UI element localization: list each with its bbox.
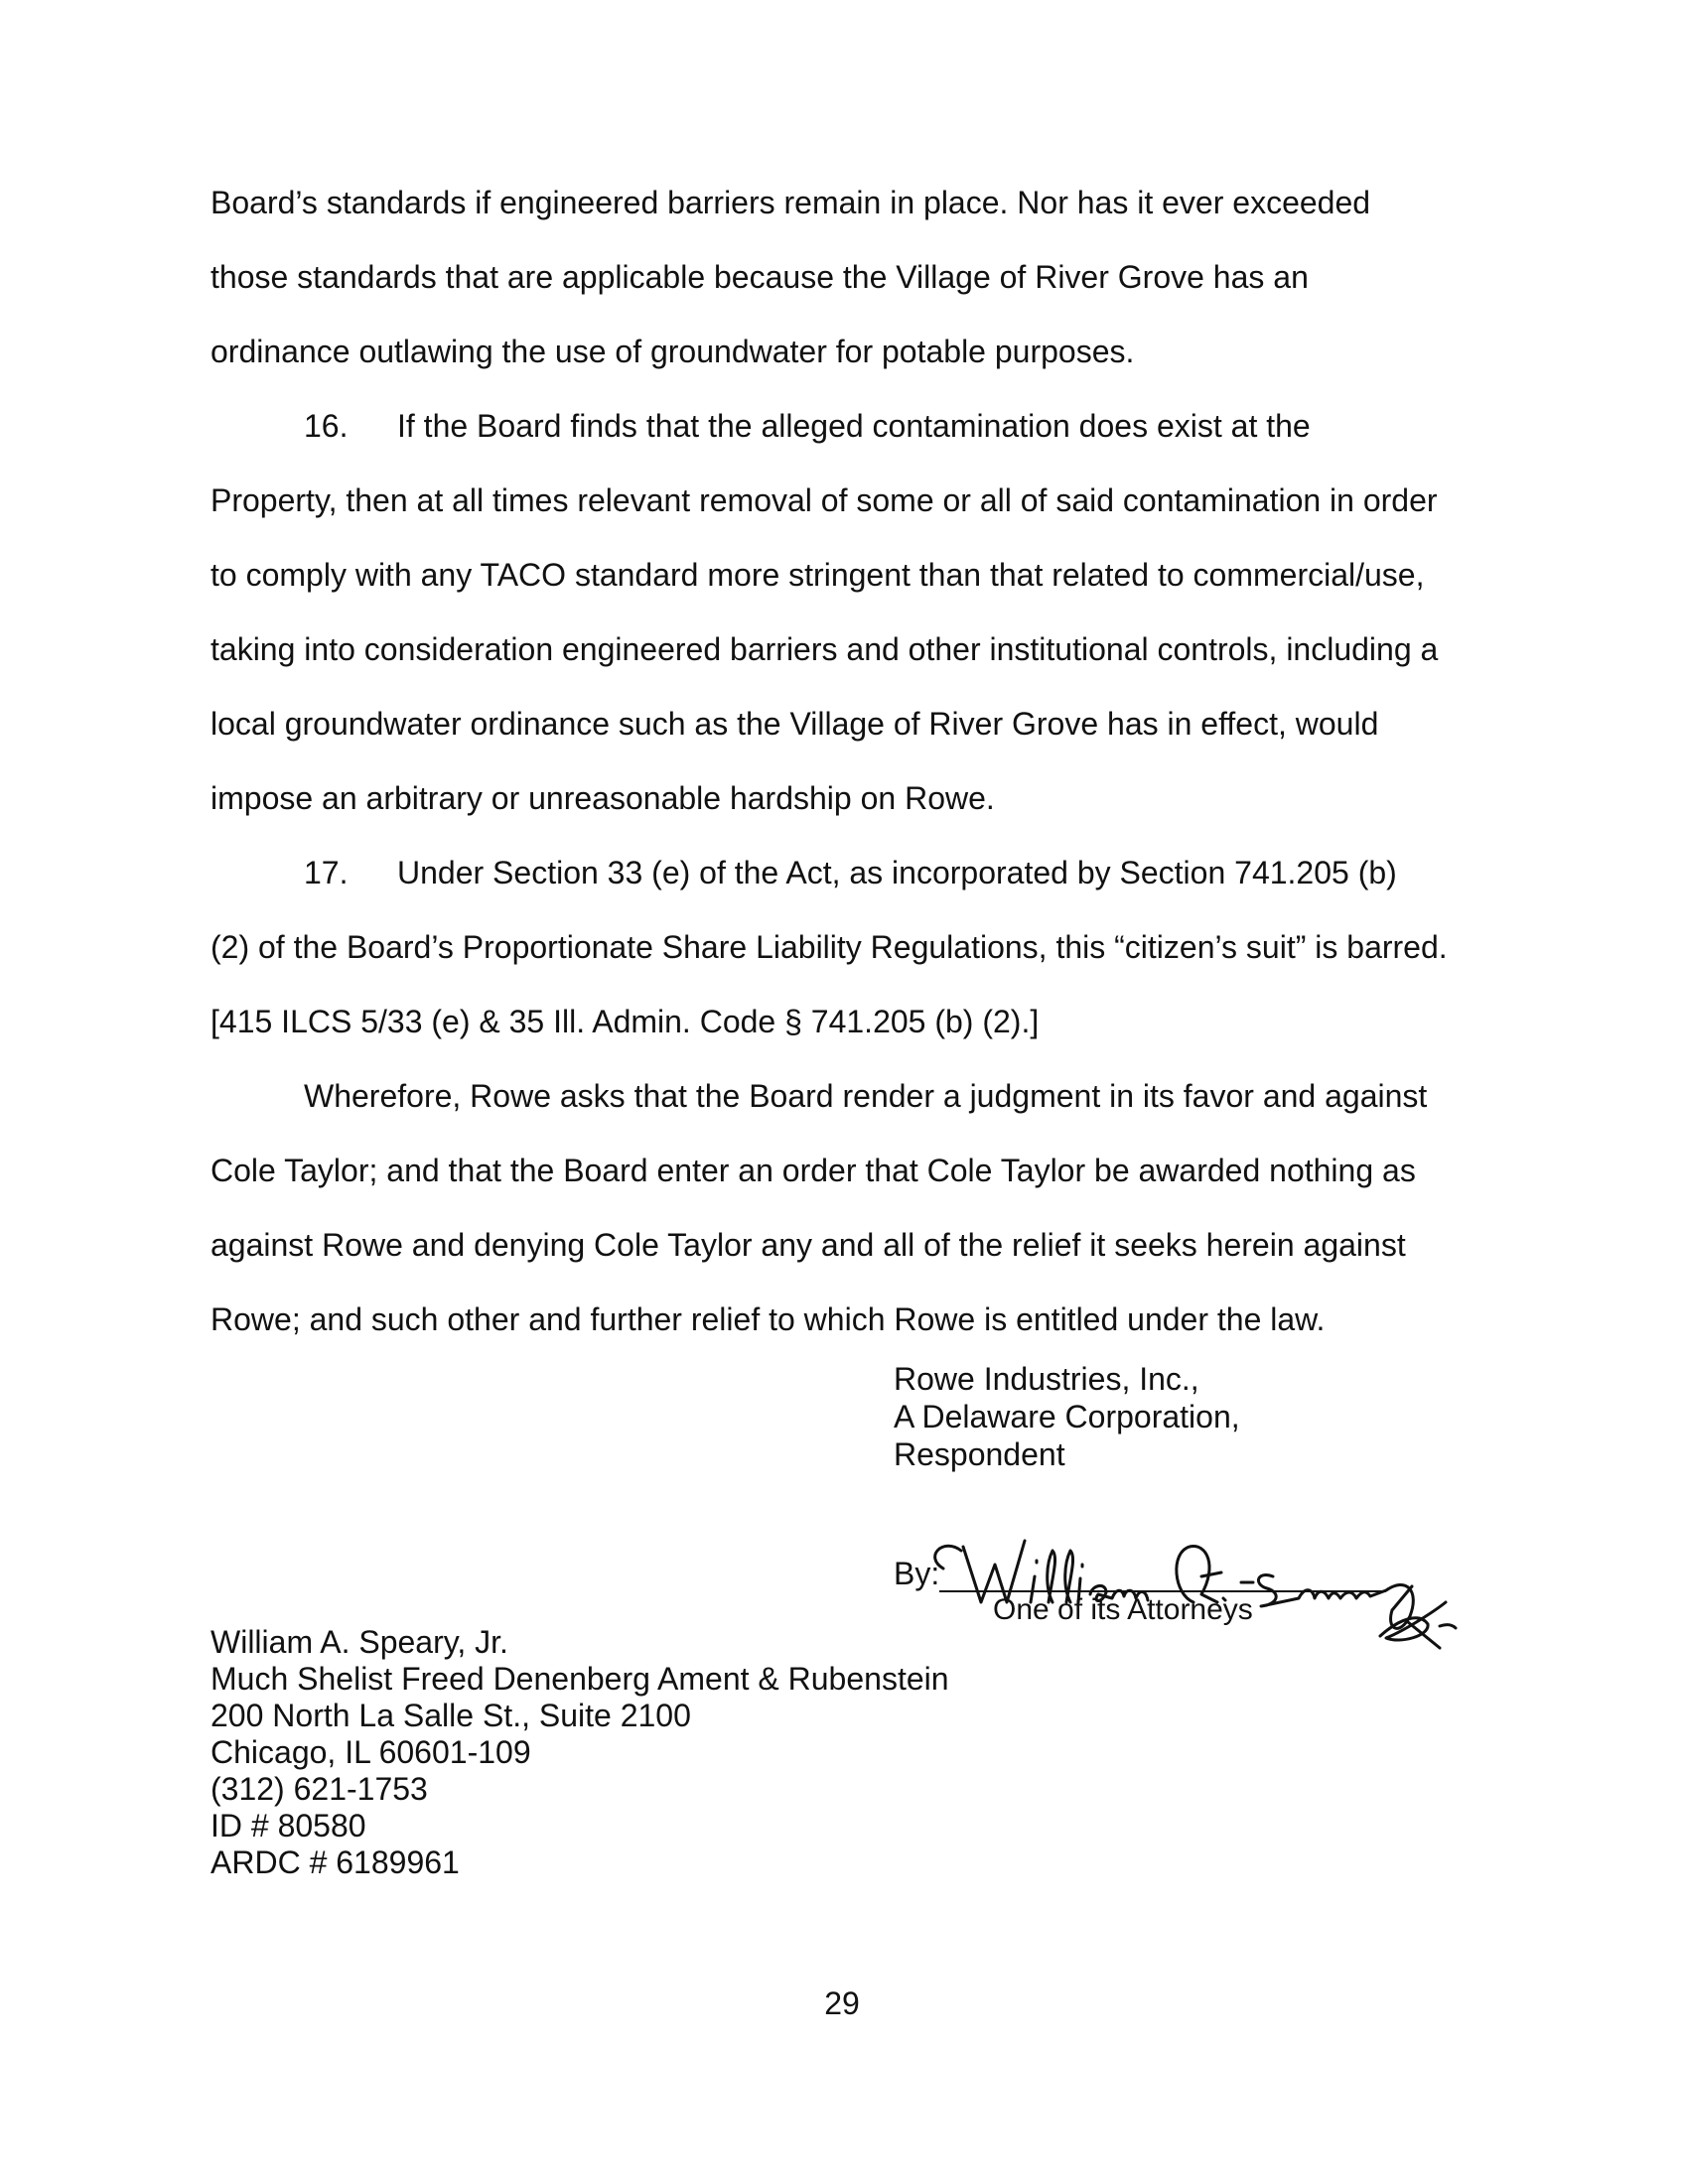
paragraph-16-first-line: [304, 406, 1311, 446]
paragraph-line: local groundwater ordinance such as the Village of River Grove has in effect, would: [210, 706, 1379, 742]
ardc-number: ARDC # 6189961: [210, 1844, 460, 1880]
attorney-id: ID # 80580: [210, 1808, 366, 1843]
wherefore-first-line: Wherefore, Rowe asks that the Board render a judgment in its favor and against: [304, 1078, 1428, 1114]
paragraph-number: 16.: [304, 408, 349, 444]
paragraph-17-first-line: [304, 853, 1397, 892]
party-name: Rowe Industries, Inc.,: [894, 1361, 1199, 1397]
paragraph-line: Cole Taylor; and that the Board enter an order that Cole Taylor be awarded nothing as: [210, 1153, 1416, 1188]
signature-caption: One of its Attorneys: [993, 1593, 1253, 1626]
page-number: 29: [824, 1985, 860, 2021]
law-firm: Much Shelist Freed Denenberg Ament & Rubenstein: [210, 1661, 949, 1697]
party-role: Respondent: [894, 1436, 1065, 1472]
attorney-name: William A. Speary, Jr.: [210, 1624, 508, 1660]
paragraph-line: ordinance outlawing the use of groundwater for potable purposes.: [210, 334, 1135, 369]
street-address: 200 North La Salle St., Suite 2100: [210, 1698, 691, 1733]
city-state-zip: Chicago, IL 60601-109: [210, 1734, 531, 1770]
party-description: A Delaware Corporation,: [894, 1399, 1240, 1434]
attorney-contact-block: [210, 1624, 949, 1881]
phone-number: (312) 621-1753: [210, 1771, 428, 1807]
paragraph-text: Under Section 33 (e) of the Act, as incorporated by Section 741.205 (b): [397, 855, 1397, 890]
handwritten-signature: [904, 1507, 1460, 1656]
paragraph-line: to comply with any TACO standard more stringent than that related to commercial/use,: [210, 557, 1425, 593]
paragraph-line: those standards that are applicable because the Village of River Grove has an: [210, 259, 1309, 295]
paragraph-number: 17.: [304, 855, 349, 890]
paragraph-text: If the Board finds that the alleged contamination does exist at the: [397, 408, 1311, 444]
paragraph-line: (2) of the Board’s Proportionate Share Liability Regulations, this “citizen’s suit” is barred.: [210, 929, 1448, 965]
party-block: [894, 1360, 1240, 1473]
paragraph-line: [415 ILCS 5/33 (e) & 35 Ill. Admin. Code § 741.205 (b) (2).]: [210, 1004, 1040, 1039]
paragraph-line: Property, then at all times relevant removal of some or all of said contamination in order: [210, 482, 1438, 518]
paragraph-line: impose an arbitrary or unreasonable hardship on Rowe.: [210, 780, 995, 816]
by-label: By:: [894, 1556, 940, 1591]
paragraph-line: Rowe; and such other and further relief to which Rowe is entitled under the law.: [210, 1301, 1326, 1337]
paragraph-line: Board’s standards if engineered barriers remain in place. Nor has it ever exceeded: [210, 185, 1371, 220]
signature-line: [894, 1517, 1450, 1646]
paragraph-line: taking into consideration engineered barriers and other institutional controls, including a: [210, 631, 1439, 667]
paragraph-line: against Rowe and denying Cole Taylor any and all of the relief it seeks herein against: [210, 1227, 1406, 1263]
